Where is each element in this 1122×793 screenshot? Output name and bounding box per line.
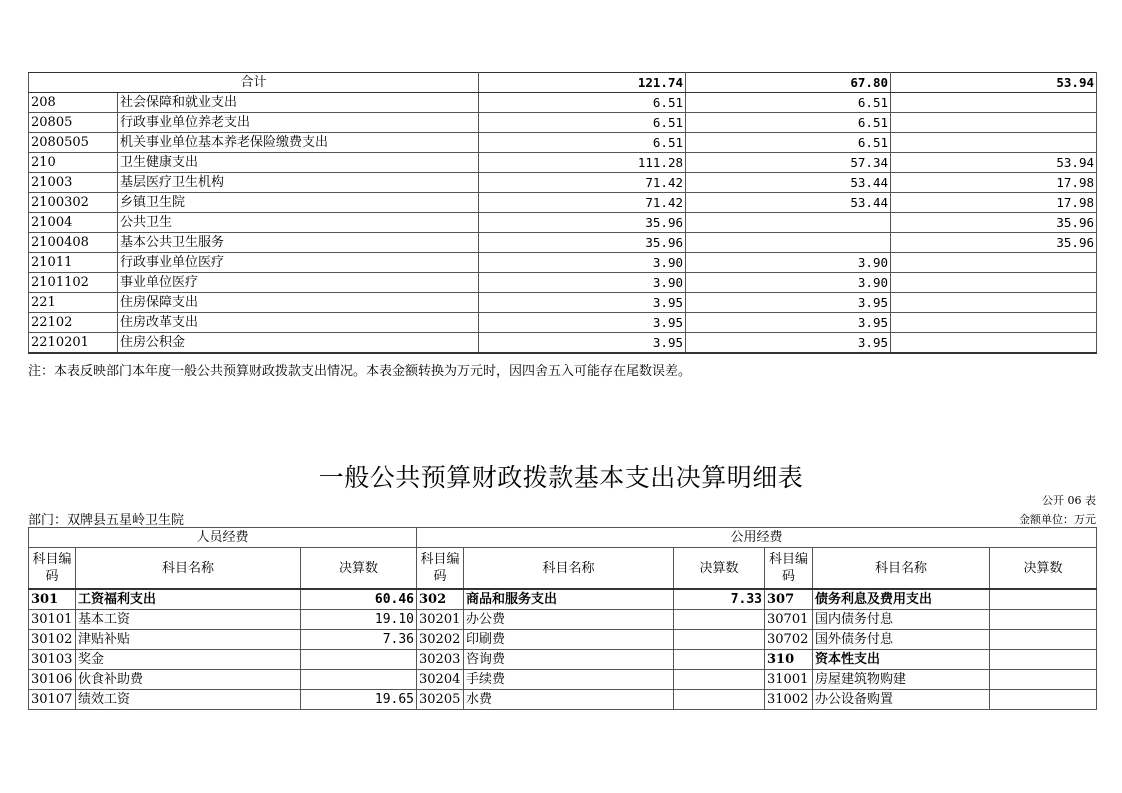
subject-name: 绩效工资	[76, 690, 301, 710]
subject-code: 30204	[417, 670, 464, 690]
subject-code: 2101102	[29, 273, 118, 293]
amount-header: 决算数	[990, 548, 1097, 590]
subject-name: 机关事业单位基本养老保险缴费支出	[118, 133, 479, 153]
basic-value: 57.34	[686, 153, 891, 173]
project-value: 35.96	[891, 213, 1097, 233]
subject-code: 2080505	[29, 133, 118, 153]
amount-value: 60.46	[301, 589, 417, 610]
column-header-row	[29, 548, 1097, 590]
table-row	[29, 333, 1097, 354]
total-value: 3.95	[479, 293, 686, 313]
total-project-value: 53.94	[891, 73, 1097, 93]
basic-value	[686, 233, 891, 253]
subject-code: 20805	[29, 113, 118, 133]
table-row	[29, 233, 1097, 253]
table-row	[29, 153, 1097, 173]
name-header: 科目名称	[464, 548, 674, 590]
table-row	[29, 93, 1097, 113]
total-value: 35.96	[479, 233, 686, 253]
amount-value	[990, 610, 1097, 630]
basic-value: 3.90	[686, 253, 891, 273]
amount-value	[301, 670, 417, 690]
subject-code: 30107	[29, 690, 76, 710]
subject-code: 30201	[417, 610, 464, 630]
amount-value	[674, 670, 765, 690]
subject-code: 307	[765, 589, 813, 610]
page-title: 一般公共预算财政拨款基本支出决算明细表	[318, 463, 804, 492]
table-row	[29, 273, 1097, 293]
amount-value	[674, 650, 765, 670]
project-value	[891, 293, 1097, 313]
amount-value	[674, 610, 765, 630]
table-row	[29, 690, 1097, 710]
subject-name: 基本工资	[76, 610, 301, 630]
basic-value: 53.44	[686, 173, 891, 193]
amount-value	[990, 630, 1097, 650]
table-row	[29, 630, 1097, 650]
subject-code: 30203	[417, 650, 464, 670]
subject-code: 208	[29, 93, 118, 113]
subject-code: 30102	[29, 630, 76, 650]
subject-name: 基层医疗卫生机构	[118, 173, 479, 193]
subject-code: 21004	[29, 213, 118, 233]
subject-code: 31001	[765, 670, 813, 690]
basic-value	[686, 213, 891, 233]
total-value: 121.74	[479, 73, 686, 93]
subject-name: 事业单位医疗	[118, 273, 479, 293]
table-row	[29, 589, 1097, 610]
subject-code: 221	[29, 293, 118, 313]
project-value: 17.98	[891, 173, 1097, 193]
subject-name: 乡镇卫生院	[118, 193, 479, 213]
project-value	[891, 273, 1097, 293]
detail-table-body	[29, 528, 1097, 710]
total-value: 3.95	[479, 313, 686, 333]
subject-name: 住房保障支出	[118, 293, 479, 313]
table-row	[29, 293, 1097, 313]
subject-code: 30103	[29, 650, 76, 670]
total-value: 6.51	[479, 133, 686, 153]
subject-name: 津贴补贴	[76, 630, 301, 650]
amount-value	[674, 630, 765, 650]
total-value: 3.95	[479, 333, 686, 354]
basic-value: 3.95	[686, 293, 891, 313]
subject-code: 302	[417, 589, 464, 610]
subject-code: 30101	[29, 610, 76, 630]
amount-value: 19.10	[301, 610, 417, 630]
amount-value	[301, 650, 417, 670]
amount-header: 决算数	[674, 548, 765, 590]
subject-name: 资本性支出	[813, 650, 990, 670]
code-header: 科目编 码	[417, 548, 464, 590]
table-row	[29, 650, 1097, 670]
basic-value: 6.51	[686, 93, 891, 113]
name-header: 科目名称	[813, 548, 990, 590]
project-value: 35.96	[891, 233, 1097, 253]
table-row	[29, 193, 1097, 213]
subject-name: 伙食补助费	[76, 670, 301, 690]
code-header: 科目编 码	[29, 548, 76, 590]
project-value: 17.98	[891, 193, 1097, 213]
subject-name: 国内债务付息	[813, 610, 990, 630]
subject-name: 手续费	[464, 670, 674, 690]
subject-name: 行政事业单位医疗	[118, 253, 479, 273]
subject-name: 咨询费	[464, 650, 674, 670]
amount-value	[990, 589, 1097, 610]
amount-value	[990, 690, 1097, 710]
subject-name: 商品和服务支出	[464, 589, 674, 610]
subject-name: 卫生健康支出	[118, 153, 479, 173]
subject-name: 办公费	[464, 610, 674, 630]
subject-code: 30701	[765, 610, 813, 630]
expenditure-summary-table	[28, 72, 1097, 354]
subject-name: 房屋建筑物购建	[813, 670, 990, 690]
amount-value: 19.65	[301, 690, 417, 710]
basic-value: 53.44	[686, 193, 891, 213]
total-value: 3.90	[479, 253, 686, 273]
project-value	[891, 93, 1097, 113]
unit-label: 金额单位：万元	[1019, 513, 1096, 526]
total-label: 合计	[29, 73, 479, 93]
public-group-header: 公用经费	[417, 528, 1097, 548]
subject-name: 水费	[464, 690, 674, 710]
basic-value: 6.51	[686, 133, 891, 153]
subject-code: 21003	[29, 173, 118, 193]
table-row	[29, 113, 1097, 133]
total-value: 6.51	[479, 113, 686, 133]
subject-name: 住房改革支出	[118, 313, 479, 333]
subject-name: 印刷费	[464, 630, 674, 650]
subject-code: 22102	[29, 313, 118, 333]
amount-value	[990, 670, 1097, 690]
total-value: 35.96	[479, 213, 686, 233]
group-header-row	[29, 528, 1097, 548]
personnel-group-header: 人员经费	[29, 528, 417, 548]
total-value: 111.28	[479, 153, 686, 173]
total-value: 71.42	[479, 173, 686, 193]
subject-code: 30702	[765, 630, 813, 650]
subject-name: 基本公共卫生服务	[118, 233, 479, 253]
table-row	[29, 313, 1097, 333]
table-note: 注：本表反映部门本年度一般公共预算财政拨款支出情况。本表金额转换为万元时，因四舍五入可能存在尾数误差。	[28, 364, 692, 379]
total-value: 3.90	[479, 273, 686, 293]
total-row	[29, 73, 1097, 93]
table-row	[29, 670, 1097, 690]
subject-code: 21011	[29, 253, 118, 273]
subject-name: 办公设备购置	[813, 690, 990, 710]
subject-name: 奖金	[76, 650, 301, 670]
table-row	[29, 133, 1097, 153]
subject-name: 行政事业单位养老支出	[118, 113, 479, 133]
basic-value: 3.95	[686, 333, 891, 354]
form-number: 公开 06 表	[1042, 494, 1096, 507]
project-value	[891, 133, 1097, 153]
subject-name: 住房公积金	[118, 333, 479, 354]
amount-header: 决算数	[301, 548, 417, 590]
amount-value: 7.33	[674, 589, 765, 610]
expenditure-summary-body	[29, 73, 1097, 354]
subject-name: 工资福利支出	[76, 589, 301, 610]
basic-expenditure-detail-table	[28, 527, 1097, 710]
project-value: 53.94	[891, 153, 1097, 173]
department-label: 部门：双牌县五星岭卫生院	[28, 513, 185, 528]
subject-code: 30106	[29, 670, 76, 690]
name-header: 科目名称	[76, 548, 301, 590]
basic-value: 6.51	[686, 113, 891, 133]
subject-code: 30202	[417, 630, 464, 650]
amount-value	[674, 690, 765, 710]
subject-code: 301	[29, 589, 76, 610]
table-row	[29, 213, 1097, 233]
subject-name: 社会保障和就业支出	[118, 93, 479, 113]
project-value	[891, 253, 1097, 273]
total-value: 6.51	[479, 93, 686, 113]
project-value	[891, 113, 1097, 133]
subject-code: 2210201	[29, 333, 118, 354]
table-row	[29, 253, 1097, 273]
subject-code: 30205	[417, 690, 464, 710]
table-row	[29, 610, 1097, 630]
subject-name: 国外债务付息	[813, 630, 990, 650]
project-value	[891, 333, 1097, 354]
total-basic-value: 67.80	[686, 73, 891, 93]
subject-code: 2100302	[29, 193, 118, 213]
total-value: 71.42	[479, 193, 686, 213]
amount-value: 7.36	[301, 630, 417, 650]
subject-code: 2100408	[29, 233, 118, 253]
basic-value: 3.95	[686, 313, 891, 333]
table-row	[29, 173, 1097, 193]
amount-value	[990, 650, 1097, 670]
code-header: 科目编 码	[765, 548, 813, 590]
subject-code: 210	[29, 153, 118, 173]
project-value	[891, 313, 1097, 333]
basic-value: 3.90	[686, 273, 891, 293]
subject-code: 310	[765, 650, 813, 670]
subject-name: 债务利息及费用支出	[813, 589, 990, 610]
subject-code: 31002	[765, 690, 813, 710]
subject-name: 公共卫生	[118, 213, 479, 233]
